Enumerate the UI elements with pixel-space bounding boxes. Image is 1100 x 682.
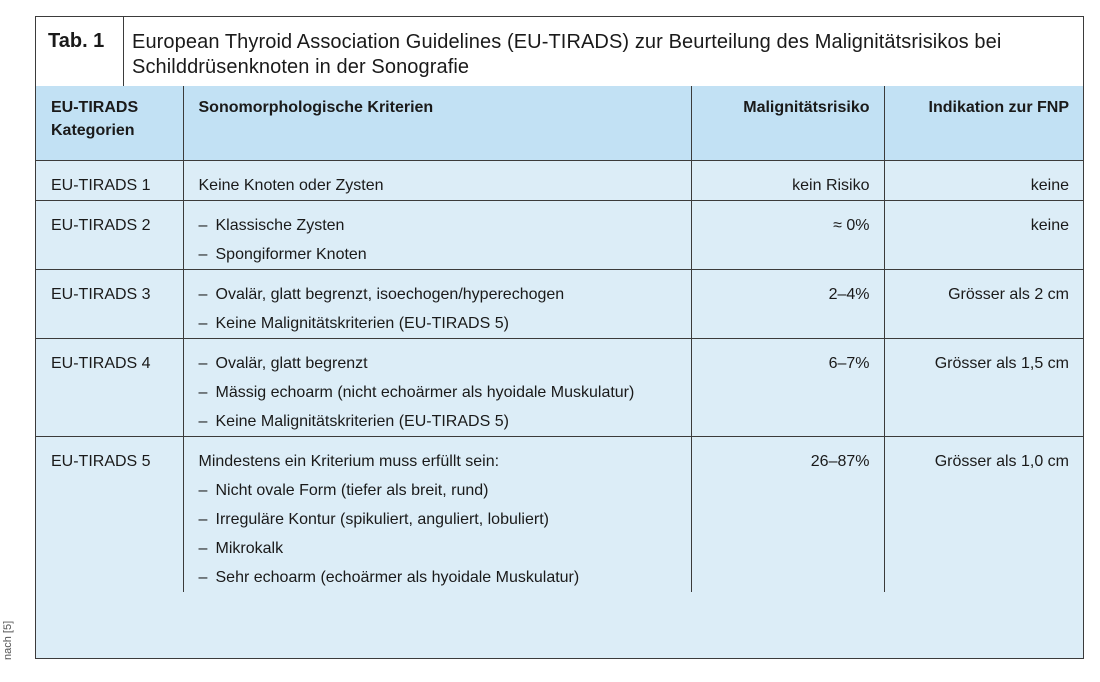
criteria-item: – Irreguläre Kontur (spikuliert, anguliert, lobuliert): [199, 505, 677, 534]
criteria-item: – Keine Malignitätskriterien (EU-TIRADS 5): [199, 407, 677, 436]
row-category: EU-TIRADS 3: [36, 269, 183, 338]
table-row: [36, 269, 1083, 338]
row-criteria: [183, 338, 691, 436]
row-criteria: [183, 160, 691, 200]
row-fnp: Grösser als 1,5 cm: [884, 338, 1083, 436]
criteria-intro: Mindestens ein Kriterium muss erfüllt sein:: [198, 452, 500, 470]
criteria-list: [199, 211, 677, 269]
criteria-intro: Keine Knoten oder Zysten: [198, 176, 384, 194]
header-risk: Malignitätsrisiko: [691, 86, 884, 160]
table-title: European Thyroid Association Guidelines (EU-TIRADS) zur Beurteilung des Malignitätsrisikos bei Schilddrüsenknoten in der Sonografie: [132, 31, 1002, 78]
criteria-item: – Keine Malignitätskriterien (EU-TIRADS 5): [199, 309, 677, 338]
criteria-item: – Spongiformer Knoten: [199, 240, 677, 269]
table-header-row: [36, 86, 1083, 160]
criteria-list: [199, 280, 677, 338]
table-row: [36, 338, 1083, 436]
criteria-item: – Mikrokalk: [199, 534, 677, 563]
row-fnp: keine: [884, 200, 1083, 269]
table-title-bar: [36, 17, 1083, 87]
row-risk: 2–4%: [691, 269, 884, 338]
row-category: EU-TIRADS 1: [36, 160, 183, 200]
criteria-item: – Sehr echoarm (echoärmer als hyoidale Muskulatur): [199, 563, 677, 592]
source-note: nach [5]: [2, 620, 14, 660]
criteria-list: [199, 349, 677, 436]
row-category: EU-TIRADS 2: [36, 200, 183, 269]
row-criteria: [183, 269, 691, 338]
row-risk: 6–7%: [691, 338, 884, 436]
header-criteria: Sonomorphologische Kriterien: [183, 86, 691, 160]
row-category: EU-TIRADS 4: [36, 338, 183, 436]
table-body: [36, 160, 1083, 592]
row-category: EU-TIRADS 5: [36, 436, 183, 592]
table-row: [36, 436, 1083, 592]
criteria-item: – Klassische Zysten: [199, 211, 677, 240]
row-criteria: [183, 436, 691, 592]
row-fnp: Grösser als 2 cm: [884, 269, 1083, 338]
header-category: EU-TIRADS Kategorien: [36, 86, 183, 160]
eu-tirads-table-frame: [35, 16, 1084, 659]
criteria-item: – Mässig echoarm (nicht echoärmer als hyoidale Muskulatur): [199, 378, 677, 407]
row-risk: ≈ 0%: [691, 200, 884, 269]
criteria-list: [199, 476, 677, 592]
table-row: [36, 160, 1083, 200]
table-row: [36, 200, 1083, 269]
eu-tirads-table: [36, 86, 1083, 592]
row-fnp: keine: [884, 160, 1083, 200]
row-risk: 26–87%: [691, 436, 884, 592]
criteria-item: – Ovalär, glatt begrenzt: [199, 349, 677, 378]
header-fnp: Indikation zur FNP: [884, 86, 1083, 160]
row-risk: kein Risiko: [691, 160, 884, 200]
row-criteria: [183, 200, 691, 269]
row-fnp: Grösser als 1,0 cm: [934, 452, 1069, 470]
table-number: Tab. 1: [36, 17, 124, 86]
criteria-item: – Nicht ovale Form (tiefer als breit, rund): [199, 476, 677, 505]
criteria-item: – Ovalär, glatt begrenzt, isoechogen/hyperechogen: [199, 280, 677, 309]
